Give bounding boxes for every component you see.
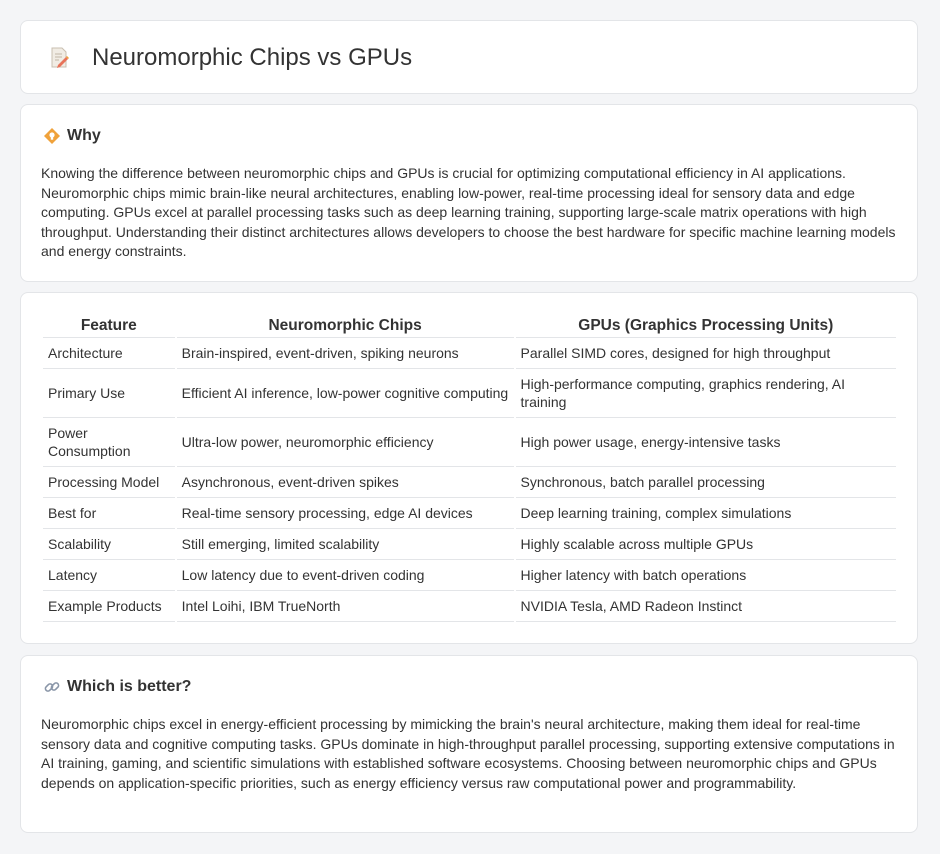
neuromorphic-cell: Still emerging, limited scalability bbox=[177, 529, 514, 560]
feature-cell: Scalability bbox=[43, 529, 175, 560]
feature-cell: Power Consumption bbox=[43, 418, 175, 467]
page-title: Neuromorphic Chips vs GPUs bbox=[92, 44, 413, 71]
gpu-cell: NVIDIA Tesla, AMD Radeon Instinct bbox=[516, 591, 896, 622]
comparison-table-card bbox=[20, 292, 918, 644]
table-row bbox=[43, 418, 896, 467]
neuromorphic-cell: Intel Loihi, IBM TrueNorth bbox=[177, 591, 514, 622]
neuromorphic-cell: Asynchronous, event-driven spikes bbox=[177, 467, 514, 498]
which-is-better-section bbox=[20, 655, 918, 833]
better-heading: Which is better? bbox=[67, 678, 192, 695]
why-text: Knowing the difference between neuromorphic chips and GPUs is crucial for optimizing computational efficiency in AI applications. Neuromorphic chips mimic brain-like neural architectures, enabling low-power, real-time processing ideal for sensory data and edge computing. GPUs excel at parallel processing tasks such as deep learning training, supporting large-scale matrix operations with high throughput. Understanding their distinct architectures allows developers to choose the best hardware for specific machine learning models and energy constraints. bbox=[41, 165, 896, 260]
table-row bbox=[43, 529, 896, 560]
feature-cell: Primary Use bbox=[43, 369, 175, 418]
neuromorphic-cell: Efficient AI inference, low-power cognitive computing bbox=[177, 369, 514, 418]
gpu-cell: High power usage, energy-intensive tasks bbox=[516, 418, 896, 467]
title-card bbox=[20, 20, 918, 94]
neuromorphic-cell: Ultra-low power, neuromorphic efficiency bbox=[177, 418, 514, 467]
why-section bbox=[20, 104, 918, 282]
table-row bbox=[43, 369, 896, 418]
table-row bbox=[43, 560, 896, 591]
feature-cell: Best for bbox=[43, 498, 175, 529]
neuromorphic-cell: Brain-inspired, event-driven, spiking neurons bbox=[177, 338, 514, 369]
header-feature: Feature bbox=[43, 315, 175, 338]
feature-cell: Architecture bbox=[43, 338, 175, 369]
feature-cell: Example Products bbox=[43, 591, 175, 622]
table-row bbox=[43, 467, 896, 498]
feature-cell: Latency bbox=[43, 560, 175, 591]
link-icon bbox=[43, 678, 61, 696]
neuromorphic-cell: Low latency due to event-driven coding bbox=[177, 560, 514, 591]
why-heading: Why bbox=[67, 127, 101, 144]
table-row bbox=[43, 591, 896, 622]
lightbulb-diamond-icon bbox=[43, 127, 61, 145]
gpu-cell: Deep learning training, complex simulations bbox=[516, 498, 896, 529]
document-edit-icon bbox=[47, 46, 71, 70]
feature-cell: Processing Model bbox=[43, 467, 175, 498]
table-row bbox=[43, 338, 896, 369]
comparison-table bbox=[41, 315, 898, 622]
gpu-cell: High-performance computing, graphics rendering, AI training bbox=[516, 369, 896, 418]
header-gpus: GPUs (Graphics Processing Units) bbox=[516, 315, 896, 338]
gpu-cell: Highly scalable across multiple GPUs bbox=[516, 529, 896, 560]
neuromorphic-cell: Real-time sensory processing, edge AI devices bbox=[177, 498, 514, 529]
table-row bbox=[43, 498, 896, 529]
gpu-cell: Synchronous, batch parallel processing bbox=[516, 467, 896, 498]
header-neuromorphic: Neuromorphic Chips bbox=[177, 315, 514, 338]
gpu-cell: Parallel SIMD cores, designed for high throughput bbox=[516, 338, 896, 369]
gpu-cell: Higher latency with batch operations bbox=[516, 560, 896, 591]
better-text: Neuromorphic chips excel in energy-efficient processing by mimicking the brain's neural architecture, making them ideal for real-time sensory data and cognitive computing tasks. GPUs dominate in high-throughput parallel processing, supporting extensive computations in AI training, gaming, and scientific simulations with established software ecosystems. Choosing between neuromorphic chips and GPUs depends on application-specific priorities, such as energy efficiency versus raw computational power and programmability. bbox=[41, 716, 895, 791]
table-header-row bbox=[43, 315, 896, 338]
